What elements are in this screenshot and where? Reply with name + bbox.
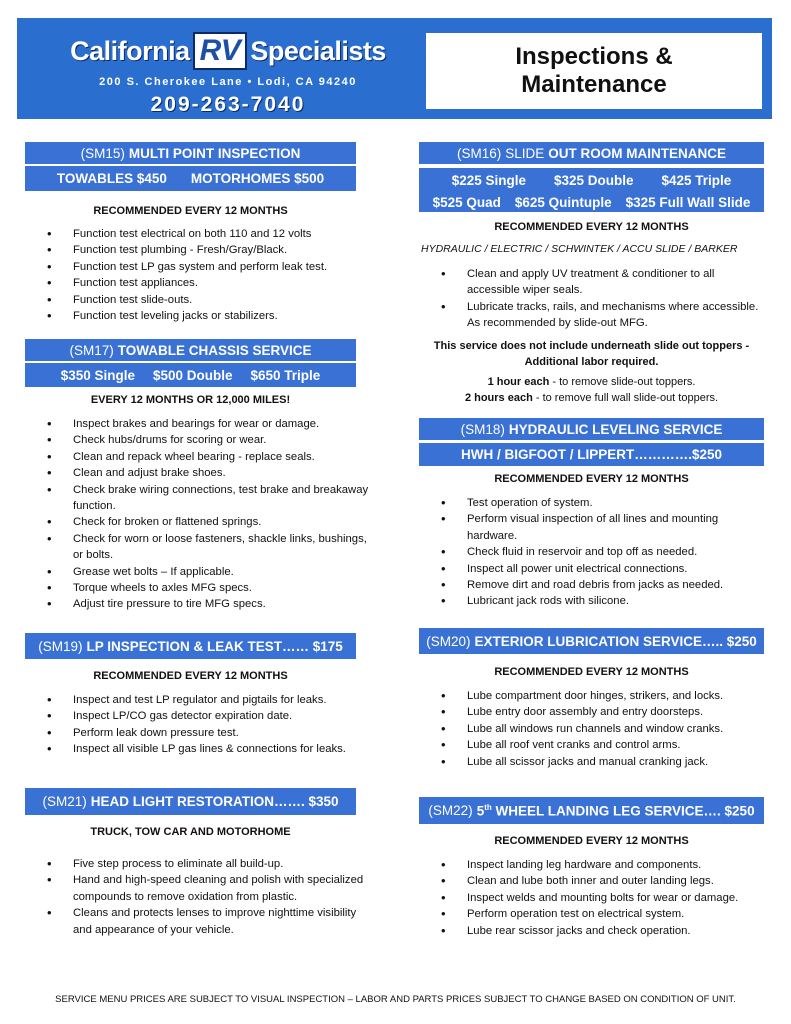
list-item: • Inspect and test LP regulator and pigtails for leaks.: [25, 692, 370, 708]
sm18-items: [419, 495, 759, 610]
sm15-prices: [25, 166, 356, 191]
sm19-title: LP INSPECTION & LEAK TEST…… $175: [86, 638, 343, 654]
page-title: [426, 33, 762, 109]
list-item: • Torque wheels to axles MFG specs.: [25, 580, 370, 596]
sm22-recommended: RECOMMENDED EVERY 12 MONTHS: [494, 835, 689, 847]
sm16-note-line-2: Additional labor required.: [524, 356, 659, 368]
sm20-heading: [419, 628, 764, 654]
sm20-recommended: RECOMMENDED EVERY 12 MONTHS: [494, 666, 689, 678]
sm17-items: [25, 416, 370, 613]
list-item: • Lube rear scissor jacks and check operation.: [419, 923, 759, 939]
sm21-code: (SM21): [42, 794, 87, 809]
sm22-title: [477, 803, 755, 819]
sm22-code: (SM22): [428, 803, 473, 818]
sm16-price-quintuple: $625 Quintuple: [514, 194, 612, 210]
sm18-price: [419, 443, 764, 466]
list-item: • Function test appliances.: [25, 275, 370, 291]
sm17-price-triple: $650 Triple: [250, 367, 321, 383]
sm16-labor-hours: [419, 374, 764, 406]
sm16-code: (SM16): [456, 145, 502, 161]
sm15-recommended: RECOMMENDED EVERY 12 MONTHS: [93, 205, 288, 217]
sm16-slide-types: HYDRAULIC / ELECTRIC / SCHWINTEK / ACCU SLIDE / BARKER: [421, 243, 738, 255]
company-address: 200 S. Cherokee Lane • Lodi, CA 94240: [99, 76, 357, 88]
sm19-heading: [25, 633, 356, 659]
sm15-price-motorhomes: MOTORHOMES $500: [190, 171, 325, 186]
list-item: • Check for broken or flattened springs.: [25, 514, 370, 530]
title-line-2: Maintenance: [521, 71, 667, 98]
sm17-title: TOWABLE CHASSIS SERVICE: [117, 342, 312, 358]
sm17-heading: [25, 339, 356, 361]
sm18-price-line: HWH / BIGFOOT / LIPPERT………….$250: [460, 447, 723, 462]
list-item: • Clean and repack wheel bearing - replace seals.: [25, 449, 370, 465]
sm16-price-quad: $525 Quad: [432, 194, 501, 210]
list-item: • Hand and high-speed cleaning and polish with specialized compounds to remove oxidation from plastic.: [25, 872, 370, 905]
sm16-heading: [419, 142, 764, 164]
sm15-items: [25, 226, 370, 324]
title-line-1: Inspections &: [515, 43, 673, 70]
list-item: • Clean and adjust brake shoes.: [25, 465, 370, 481]
logo-right-text: Specialists: [250, 35, 386, 66]
sm19-recommended: RECOMMENDED EVERY 12 MONTHS: [93, 670, 288, 682]
sm22-title-sup: th: [484, 802, 492, 812]
company-phone: 209-263-7040: [150, 93, 306, 116]
logo-left-text: California: [70, 35, 190, 66]
sm22-heading: [419, 797, 764, 824]
list-item: • Lube compartment door hinges, strikers, and locks.: [419, 688, 759, 704]
list-item: • Test operation of system.: [419, 495, 759, 511]
list-item: • Lube entry door assembly and entry doorsteps.: [419, 704, 759, 720]
list-item: • Remove dirt and road debris from jacks as needed.: [419, 577, 759, 593]
list-item: • Function test LP gas system and perform leak test.: [25, 259, 370, 275]
list-item: • Inspect landing leg hardware and components.: [419, 857, 759, 873]
list-item: • Function test electrical on both 110 and 12 volts: [25, 226, 370, 242]
sm18-heading: [419, 418, 764, 440]
sm17-prices: [25, 363, 356, 387]
list-item: • Perform visual inspection of all lines and mounting hardware.: [419, 511, 759, 544]
sm20-title: EXTERIOR LUBRICATION SERVICE….. $250: [474, 633, 757, 649]
sm16-hour1-text: - to remove slide-out toppers.: [549, 376, 696, 388]
list-item: • Check fluid in reservoir and top off as needed.: [419, 544, 759, 560]
sm17-price-double: $500 Double: [152, 367, 233, 383]
list-item: • Inspect all power unit electrical connections.: [419, 561, 759, 577]
list-item: • Grease wet bolts – If applicable.: [25, 564, 370, 580]
sm16-recommended: RECOMMENDED EVERY 12 MONTHS: [494, 221, 689, 233]
company-logo: [31, 32, 425, 117]
sm17-code: (SM17): [69, 342, 114, 358]
sm18-recommended: RECOMMENDED EVERY 12 MONTHS: [494, 473, 689, 485]
sm20-code: (SM20): [426, 633, 471, 649]
sm16-hour2-text: - to remove full wall slide-out toppers.: [532, 392, 719, 404]
sm16-topper-note: [419, 338, 764, 370]
sm16-title-plain: SLIDE: [505, 145, 545, 161]
sm22-title-rest: WHEEL LANDING LEG SERVICE…. $250: [491, 803, 755, 819]
sm16-prices-row-2: [419, 192, 764, 212]
list-item: • Lubricate tracks, rails, and mechanisms where accessible. As recommended by slide-out MFG.: [419, 299, 759, 332]
list-item: • Function test slide-outs.: [25, 292, 370, 308]
sm16-hour2-bold: 2 hours each: [464, 392, 533, 404]
list-item: • Adjust tire pressure to tire MFG specs.: [25, 596, 370, 612]
sm19-items: [25, 692, 370, 758]
sm21-title: HEAD LIGHT RESTORATION……. $350: [90, 794, 339, 809]
sm19-code: (SM19): [38, 638, 83, 654]
sm16-hour1-bold: 1 hour each: [487, 376, 550, 388]
footer-disclaimer: SERVICE MENU PRICES ARE SUBJECT TO VISUAL INSPECTION – LABOR AND PARTS PRICES SUBJECT TO CHANGE BASED ON CONDITION OF UNIT.: [55, 994, 736, 1005]
list-item: • Function test leveling jacks or stabilizers.: [25, 308, 370, 324]
sm16-items: [419, 266, 759, 332]
list-item: • Lube all scissor jacks and manual cranking jack.: [419, 754, 759, 770]
sm16-note-line-1: This service does not include underneath slide out toppers -: [433, 340, 750, 352]
sm16-price-single: $225 Single: [451, 172, 526, 188]
sm15-heading: [25, 142, 356, 164]
list-item: • Clean and apply UV treatment & conditioner to all accessible wiper seals.: [419, 266, 759, 299]
header-banner: [17, 18, 772, 119]
sm20-items: [419, 688, 759, 770]
list-item: • Lube all roof vent cranks and control arms.: [419, 737, 759, 753]
sm16-price-double: $325 Double: [553, 172, 634, 188]
list-item: • Five step process to eliminate all build-up.: [25, 856, 370, 872]
sm15-price-towables: TOWABLES $450: [56, 171, 167, 186]
list-item: • Inspect LP/CO gas detector expiration date.: [25, 708, 370, 724]
sm16-price-full-wall: $325 Full Wall Slide: [625, 194, 751, 210]
list-item: • Inspect all visible LP gas lines & connections for leaks.: [25, 741, 370, 757]
sm17-recommended: EVERY 12 MONTHS OR 12,000 MILES!: [90, 394, 291, 406]
list-item: • Check for worn or loose fasteners, shackle links, bushings, or bolts.: [25, 531, 370, 564]
sm18-code: (SM18): [460, 421, 505, 437]
list-item: • Perform operation test on electrical system.: [419, 906, 759, 922]
list-item: • Inspect welds and mounting bolts for wear or damage.: [419, 890, 759, 906]
sm16-price-triple: $425 Triple: [661, 172, 732, 188]
sm21-items: [25, 856, 370, 938]
list-item: • Clean and lube both inner and outer landing legs.: [419, 873, 759, 889]
sm18-title: HYDRAULIC LEVELING SERVICE: [508, 421, 723, 437]
list-item: • Check brake wiring connections, test brake and breakaway function.: [25, 482, 370, 515]
list-item: • Function test plumbing - Fresh/Gray/Black.: [25, 242, 370, 258]
list-item: • Perform leak down pressure test.: [25, 725, 370, 741]
logo-rv-mark: RV: [193, 32, 248, 70]
list-item: • Inspect brakes and bearings for wear or damage.: [25, 416, 370, 432]
sm16-prices-row-1: [419, 168, 764, 192]
list-item: • Lube all windows run channels and window cranks.: [419, 721, 759, 737]
sm21-recommended: TRUCK, TOW CAR AND MOTORHOME: [90, 826, 291, 838]
sm17-price-single: $350 Single: [60, 367, 135, 383]
sm22-title-num: 5: [476, 803, 485, 819]
sm21-heading: [25, 788, 356, 815]
sm22-items: [419, 857, 759, 939]
sm15-code: (SM15): [80, 145, 125, 161]
sm16-title: OUT ROOM MAINTENANCE: [548, 145, 727, 161]
list-item: • Lubricant jack rods with silicone.: [419, 593, 759, 609]
list-item: • Cleans and protects lenses to improve nighttime visibility and appearance of your vehicle.: [25, 905, 370, 938]
sm15-title: MULTI POINT INSPECTION: [128, 145, 301, 161]
list-item: • Check hubs/drums for scoring or wear.: [25, 432, 370, 448]
